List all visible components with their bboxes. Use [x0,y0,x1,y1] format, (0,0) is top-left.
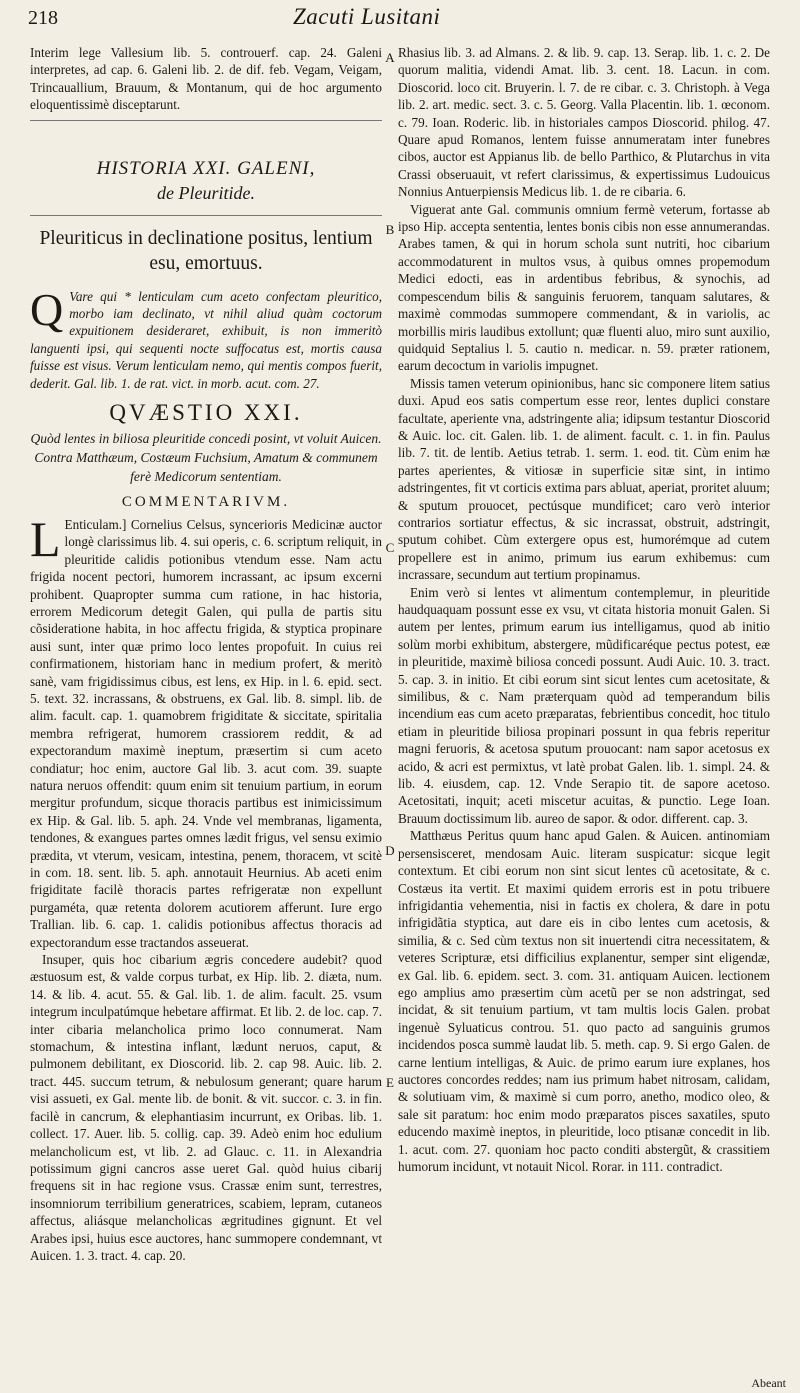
body-paragraph: Enim verò si lentes vt alimentum contemplemur, in pleuritide haudquaquam possunt esse ex vsu, vt citata historia monuit Galen. Si autem per lentes, primum earum ius intelligamus, quod ab initio solùm morbi exhibitum, abstergere, mũdificaréque pectus potest, eæ in pleuritide, maximè biliosa concedi possunt. Audi Auic. 10. 3. tract. 5. cap. 3. in initio. Et cibi eorum sint sicut lentes cum acetositate, & similibus, & c. Nam præterquam quòd ad temperandum bilis incendium eas cum aceto præparatas, febrientibus concedit, hoc titulo etiam in pleuritide biliosa propinari possunt in qua febris reperitur magni feruoris, & acetosa sputum prouocant: nam sapor acetosus ex acido, & acri est permixtus, vt latè probat Galen. lib. 1. simpl. 24. & lib. 4. eiusdem, cap. 12. Vnde Serapio tit. de sapore acetoso. Acetositati, inquit; aceti miscetur acuitas, & punctio. Lege Ioan. Brauum doctissimum lib. aureo de sapor. & odor. different. cap. 3. [398,584,770,826]
margin-letter: C [385,540,395,555]
margin-letter: B [385,222,395,237]
case-heading: Pleuriticus in declinatione positus, lentium esu, emortuus. [39,227,373,274]
commentarium-heading: COMMENTARIVM. [121,494,291,511]
commentary-paragraph-body: Enticulam.] Cornelius Celsus, syncerioris Medicinæ auctor longè clarissimus lib. 4. sui operis, c. 6. scriptum reliquit, in pleuritide calidis potionibus vtendum esse. Nam actu frigida nocent pectori, humorem incrassant, ac ipsum excerni prohibent. Quapropter summa cum ratione, in hac historia, errorem Medicorum detegit Galen, qui pulla de partis situ cõsideratione habita, in hoc affectu frigida, & styptica propinare ausi sunt, inter quæ primo loco lentes propofuit. In cuius rei confirmationem, historiam hanc in medium profert, & meritò sanè, vam frigidissimus cibus, est lens, ex Hip. in l. 6. epid. sect. 5. text. 32. incrassans, & obstruens, ex Gal. lib. 8. simpl. lib. de alim. facult. cap. 1. quamobrem frigiditate & siccitate, spiritalia membra refrigerat, humorem crassiorem reddit, & ad expectorandum maximè ineptum, præsertim si cum aceto condiatur; hoc enim, auctore Gal lib. 3. acut com. 39. suapte natura neruos offendit: quum enim sit tenuium partium, in eorum mergitur profundum, sicque thoracis partibus est inimicissimum ex Hip. & Gal. lib. 5. aph. 24. Vnde vel membranas, ligamenta, tendones, & exangues partes omnes lædit frigus, vel sensu eximio prædita, vt vterum, vesicam, intestina, penem, thoracem, vt scitè in com. 18. sent. lib. 5. aph. annotauit Heurnius. Ab aceti enim frigiditate facilè thoracis partes refrigeratæ non expellunt purgaméta, quæ retenta dolorem acutiorem afferunt. Iure ergo Trallian. lib. 6. cap. 1. calidis potionibus affectus thoracis ad expectorandum esse tractandos asseuerat. [30,516,382,950]
commentary-paragraph: Insuper, quis hoc cibarium ægris concedere audebit? quod æstuosum est, & valde corpus turbat, ex Hip. lib. 2. diæta, num. 14. & lib. 4. acut. 55. & Gal. lib. 1. de alim. facult. 25. vsum integrum inculpatúmque hebetare affirmat. Et lib. 2. de loc. cap. 7. inter cibaria melancholica primo loco connumerat. Nam stomachum, & intestina inflant, lædunt neruos, caput, & pulmonem debilitant, ex Dioscorid. lib. 2. cap 98. Auic. lib. 2. tract. 445. succum tetrum, & nebulosum generant; quare harum visi assueti, ex Gal. mente lib. de bonit. & vit. succor. c. 3. in fin. facilè in cancrum, & elephantiasim incurrunt, ex Oribas. lib. 1. collect. 17. Auer. lib. 5. collig. cap. 39. Adeò enim hoc edulium melancholicum est, vt lib. 2. ad Glauc. c. 11. in Alexandria potissimum gigni cancros asse ueret Gal. quòd huius cibarij frequens sit in hac regione vsus. Crassæ enim sunt, terrestres, insomniorum terribilium generatrices, scabiem, lepram, cutaneos affectus, aliásque melancholicas ægritudines gignunt. Et vel Arabes ipsi, huius esce auctores, hanc summopere condemnant, vt Auicen. 1. 3. tract. 4. cap. 20. [30,952,382,1263]
case-text-body: Vare qui * lenticulam cum aceto confectam pleuritico, morbo iam declinato, vt nihil aliud quàm coctorum expuitionem desideraret, exhibuit, is non immeritò languenti ipsi, qui sequenti nocte suffocatus est, mortis causa fuisse est visus. Verum lenticulam nemo, qui mentis compos fuerit, dederit. Gal. lib. 1. de rat. vict. in morb. acut. com. 27. [30,288,382,391]
running-title: Zacuti Lusitani [293,4,441,29]
page-header [28,4,786,42]
catchword: Abeant [751,1376,786,1390]
right-column [398,44,770,1384]
body-paragraph: Rhasius lib. 3. ad Almans. 2. & lib. 9. cap. 13. Serap. lib. 1. c. 2. De quorum malitia, videndi Amat. lib. 3. cent. 18. Lacun. in com. Dioscorid. loco cit. Bruyerin. l. 7. de re cibar. c. 3. Christoph. à Vega lib. 2. art. medic. sect. 3. c. 5. Georg. Valla Placentin. lib. 1. œconom. c. 79. Ioan. Roderic. lib. in historiales campos Dioscorid. philog. 47. Quare apud Romanos, lentem fuisse annumeratam inter funebres cibos, auctor est Appianus lib. de bello Parthico, & Plutarchus in vita Crassi obseruauit, vt refert clarissimus, & expertissimus Ludouicus Nonnius Antuerpiensis Medicus lib. 1. de re cibaria. 6. [398,45,770,200]
body-paragraph: Missis tamen veterum opinionibus, hanc sic componere litem satius duxi. Apud eos satis compertum esse reor, lentes duplici constare facultate, aperiente vna, adstringente alia; idipsum testantur Dioscorid & Auic. loc. cit. Galen. lib. 1. de aliment. facult. c. 1. in fin. Paulus lib. 7. tit. de lentib. Aetius tetrab. 1. serm. 1. eod. tit. Cùm enim hæ partes aperientes, & vitiosæ in superficie sitæ sint, in intimo adstringentes, fit vt corticis extima pars abluat, aperiat, proritet aluum; & sputum prouocet, pectúsque mundificet; caro verò interior contrarios sortiatur effectus, & sic incrassat, obstruit, adstringit, sputum cohibet. Cùm extergere opus est, humorémque ad cutem propellere est in animo, primum ius earum exhibemus: cum incrassare, secundum aut tertium propinamus. [398,375,770,583]
case-text [30,283,382,392]
page-number: 218 [28,7,58,29]
quaestio-title: QVÆSTIO XXI. [109,400,303,426]
margin-letter: E [386,1075,394,1090]
left-column [30,44,382,1384]
divider [30,120,382,121]
drop-capital: L [30,510,61,567]
commentary-paragraph [30,510,382,951]
body-paragraph: Matthæus Peritus quum hanc apud Galen. & Auicen. antinomiam persensisceret, mendosam Auic. literam suspicatur: sicque legit contextum. Et cibi eorum non sint sicut lentes cũ acetositate, & c. Costæus ita vertit. Et maximi quidem erroris est in potu tribuere infrigidantia vehementia, nisi in factis ex cholera, & dare in potu infrigidãtia styptica, aut dare eis in cibo lentes cum acetosis, & similia, & c. Sed cùm textus non sit inuertendi citra necessitatem, & veteres Scripturæ, etsi difficilius explanentur, semper sint eligendæ, ex Gal. lib. 6. epidem. sect. 3. com. 31. antiquam Auicen. lectionem ego amplius amo præsertim cùm acetũ per se non adstringat, sed incidat, & sit tenuium partium, vt tam multis locis Galen. probat ingenuè Syluaticus controu. 51. quo pacto ad sanguinis grumos incidendos posca summè laudat lib. 5. meth. cap. 9. Si ergo Galen. de carne lentium intelligas, & Auic. de primo earum iure explanes, hos auctores concordes reddes; nam ius primum habet nitrosam, calidam, & solutiuam vim, & maximè si cum porro, anetho, modico oleo, & sale sit paratum: hoc enim modo præparatos pisces saxatiles, sputo educendo maximè ineptos, in pleuritide, loco ptisanæ concedit in lib. 1. acut. com. 27. quoniam hoc pacto conditi abstergũt, & crassitiem humorum incidunt, vt notauit Nicol. Rorar. in 111. contradict. [398,828,770,1174]
historia-title-text: HISTORIA XXI. GALENI, [96,157,316,179]
divider [30,215,382,216]
body-paragraph: Viguerat ante Gal. communis omnium fermè veterum, fortasse ab ipso Hip. accepta sententia, lentes bonis cibis non esse annumerandas. Arabes tamen, & qui in horum schola sunt nutriti, hoc cibarium accommodaturent in multos vsus, à quibus omnes propemodum Medici edocti, eas in ardentibus febribus, & synochis, ad compescendum bilis & sanguinis feruorem, tanquam salutares, & maximè commodas summopere commendant, & in variolis, ac morbillis miris laudibus extollunt; quæ fluenti aluo, miro sunt auxilio, quidquid Septalius l. 5. cautio n. medicar. n. 59. præter rationem, earum decoctum in variolis impugnet. [398,201,770,374]
drop-capital: Q [30,283,64,335]
margin-letter: A [385,50,395,65]
historia-title [30,157,382,205]
historia-subtitle: de Pleuritide. [157,182,255,203]
quaestio-subtitle: Quòd lentes in biliosa pleuritide concedi posint, vt voluit Auicen. Contra Matthæum, Costæum Fuchsium, Amatum & communem ferè Medicorum sententiam. [30,431,382,485]
intro-paragraph: Interim lege Vallesium lib. 5. controuerf. cap. 24. Galeni interpretes, ad cap. 6. Galeni lib. 2. de dif. feb. Vegam, Veigam, Trincauallium, Brauum, & Montanum, qui de hoc argumento eloquentissimè disceptarunt. [30,45,382,113]
margin-letter: D [385,843,395,858]
